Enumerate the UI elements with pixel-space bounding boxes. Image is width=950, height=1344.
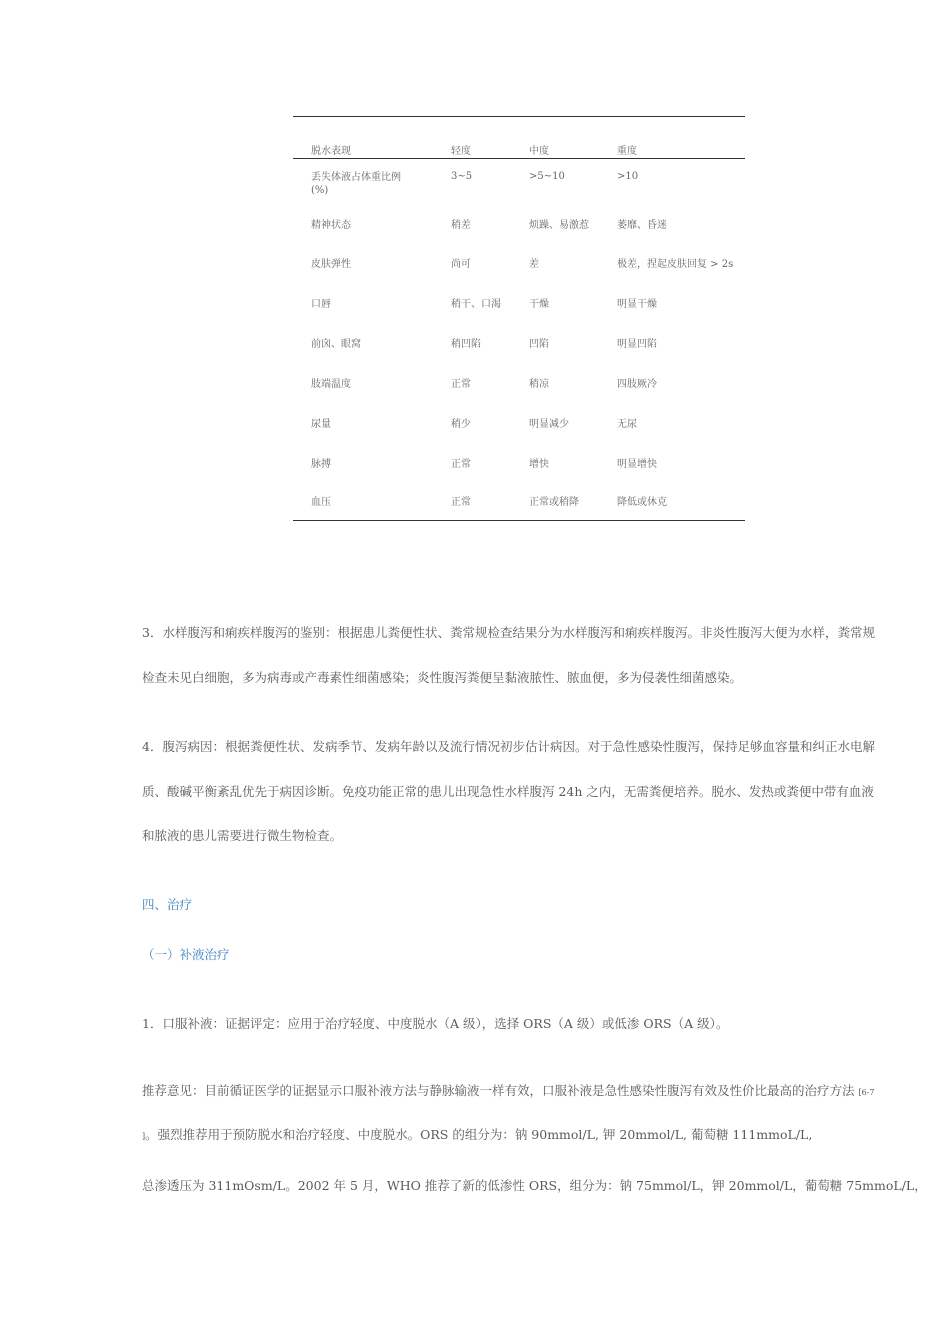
table-cell-r8-c3: 降低或休克: [617, 497, 667, 508]
oral-rehydration-paragraph: 1．口服补液：证据评定：应用于治疗轻度、中度脱水（A 级），选择 ORS（A 级）或低渗 ORS（A 级）。: [142, 1016, 729, 1031]
table-cell-r7-c2: 增快: [529, 459, 549, 470]
table-bottom-rule: [293, 520, 745, 521]
reference-citation-end: ]: [142, 1132, 146, 1141]
table-cell-r8-c1: 正常: [451, 497, 471, 508]
section-heading-treatment: 四、治疗: [142, 897, 193, 912]
table-cell-r7-c1: 正常: [451, 459, 471, 470]
ors-composition: 。强烈推荐用于预防脱水和治疗轻度、中度脱水。ORS 的组分为：钠 90mmol/L, 钾 20mmol/L, 葡萄糖 111mmoL/L,: [145, 1127, 813, 1142]
header-mild: 轻度: [451, 146, 471, 157]
table-cell-r4-c2: 凹陷: [529, 339, 549, 350]
paragraph-3-line1: 3．水样腹泻和痢疾样腹泻的鉴别：根据患儿粪便性状、粪常规检查结果分为水样腹泻和痢疾样腹泻。非炎性腹泻大便为水样，粪常规: [142, 625, 875, 640]
table-cell-r4-c3: 明显凹陷: [617, 339, 657, 350]
header-severe: 重度: [617, 146, 637, 157]
table-cell-r2-c1: 尚可: [451, 259, 471, 270]
table-cell-r4-c0: 前囟、眼窝: [311, 339, 361, 350]
paragraph-4-line3: 和脓液的患儿需要进行微生物检查。: [142, 828, 343, 843]
table-cell-r3-c2: 干燥: [529, 299, 549, 310]
table-cell-r1-c1: 稍差: [451, 220, 471, 231]
table-cell-r2-c2: 差: [529, 259, 539, 270]
table-cell-r5-c1: 正常: [451, 379, 471, 390]
table-cell-r0-c3: >10: [617, 171, 639, 182]
recommendation-line1: [142, 1081, 875, 1099]
table-cell-r1-c0: 精神状态: [311, 220, 351, 231]
table-cell-r0-c0: 丢失体液占体重比例 (%): [311, 172, 401, 196]
table-cell-r2-c0: 皮肤弹性: [311, 259, 351, 270]
table-cell-r0-c2: >5~10: [529, 171, 565, 182]
paragraph-3-line2: 检查未见白细胞，多为病毒或产毒素性细菌感染；炎性腹泻粪便呈黏液脓性、脓血便，多为侵袭性细菌感染。: [142, 670, 743, 685]
table-cell-r1-c3: 萎靡、昏迷: [617, 220, 667, 231]
table-top-rule: [293, 116, 745, 117]
table-cell-r0-c1: 3~5: [451, 171, 473, 182]
table-cell-r5-c0: 肢端温度: [311, 379, 351, 390]
table-cell-r6-c2: 明显减少: [529, 419, 569, 430]
table-cell-r5-c2: 稍凉: [529, 379, 549, 390]
table-cell-r8-c2: 正常或稍降: [529, 497, 579, 508]
table-cell-r3-c0: 口唇: [311, 299, 331, 310]
recommendation-line3: 总渗透压为 311mOsm/L。2002 年 5 月，WHO 推荐了新的低渗性 ORS，组分为：钠 75mmol/L，钾 20mmol/L，葡萄糖 75mmoL/L，: [142, 1178, 927, 1193]
table-cell-r7-c0: 脉搏: [311, 459, 331, 470]
recommendation-text: 推荐意见：目前循证医学的证据显示口服补液方法与静脉输液一样有效，口服补液是急性感染性腹泻有效及性价比最高的治疗方法: [142, 1083, 855, 1098]
recommendation-line2: [142, 1125, 812, 1143]
table-cell-r3-c1: 稍干、口渴: [451, 299, 501, 310]
reference-citation: [6-7: [858, 1088, 875, 1097]
table-cell-r4-c1: 稍凹陷: [451, 339, 481, 350]
table-cell-r8-c0: 血压: [311, 497, 331, 508]
table-cell-r1-c2: 烦躁、易激惹: [529, 220, 589, 231]
table-cell-r6-c0: 尿量: [311, 419, 331, 430]
header-moderate: 中度: [529, 146, 549, 157]
paragraph-4-line2: 质、酸碱平衡紊乱优先于病因诊断。免疫功能正常的患儿出现急性水样腹泻 24h 之内，无需粪便培养。脱水、发热或粪便中带有血液: [142, 784, 874, 799]
header-manifestation: 脱水表现: [311, 146, 351, 157]
table-cell-r7-c3: 明显增快: [617, 459, 657, 470]
dehydration-table: [293, 116, 745, 521]
table-cell-r3-c3: 明显干燥: [617, 299, 657, 310]
subsection-heading-fluid: （一）补液治疗: [142, 947, 230, 962]
table-header-rule: [293, 158, 745, 159]
table-cell-r2-c3: 极差，捏起皮肤回复 > 2s: [617, 259, 734, 270]
paragraph-4-line1: 4．腹泻病因：根据粪便性状、发病季节、发病年龄以及流行情况初步估计病因。对于急性感染性腹泻，保持足够血容量和纠正水电解: [142, 739, 875, 754]
table-cell-r5-c3: 四肢厥冷: [617, 379, 657, 390]
table-cell-r6-c3: 无尿: [617, 419, 637, 430]
table-cell-r6-c1: 稍少: [451, 419, 471, 430]
